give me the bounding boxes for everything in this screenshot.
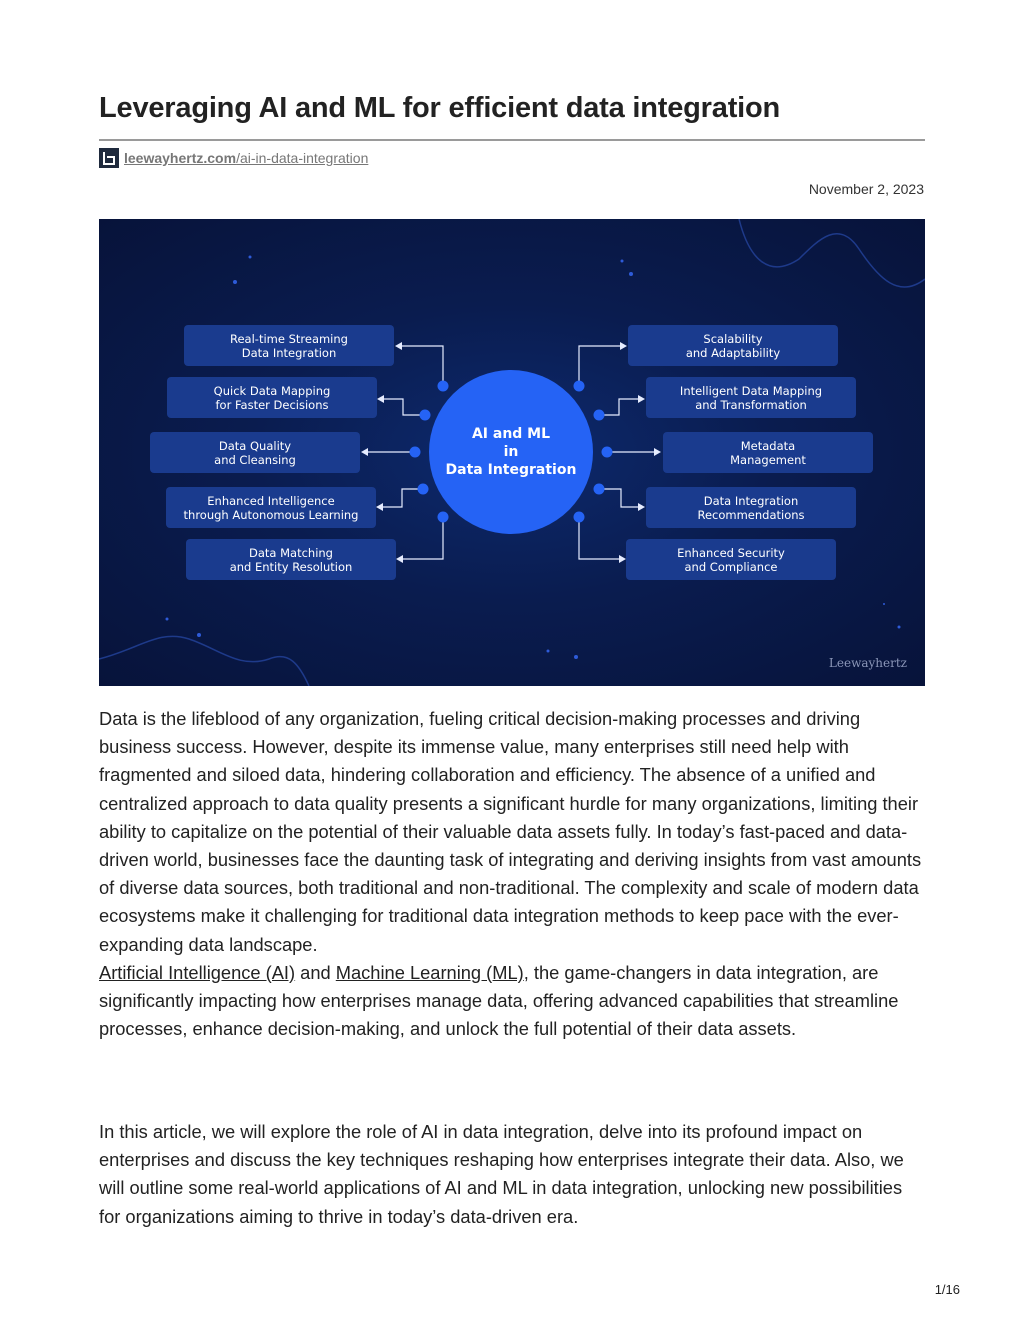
paragraph-intro [99, 705, 925, 1043]
wave-top-right [739, 219, 925, 287]
source-domain: leewayhertz.com [124, 150, 237, 166]
wave-bottom-left [99, 636, 309, 686]
left-item-quick-data-mapping: Quick Data Mapping for Faster Decisions [167, 377, 377, 418]
left-item-data-matching: Data Matching and Entity Resolution [186, 539, 396, 580]
right-item-metadata-management: Metadata Management [663, 432, 873, 473]
link-machine-learning[interactable]: Machine Learning (ML) [335, 961, 524, 983]
right-item-enhanced-security: Enhanced Security and Compliance [626, 539, 836, 580]
hero-infographic [99, 219, 925, 686]
source-line [99, 148, 368, 168]
left-item-real-time-streaming: Real-time Streaming Data Integration [184, 325, 394, 366]
publish-date: November 2, 2023 [808, 181, 924, 197]
right-item-intelligent-mapping: Intelligent Data Mapping and Transformation [646, 377, 856, 418]
page-number: 1/16 [934, 1282, 960, 1297]
link-artificial-intelligence[interactable]: Artificial Intelligence (AI) [99, 961, 296, 983]
page-title: Leveraging AI and ML for efficient data integration [99, 92, 781, 124]
title-divider [99, 139, 925, 141]
paragraph-game-changers: , the game-changers in data integration, are significantly impacting how enterprises manage data, offering advanced capabilities that streamline processes, enhance decision-making, and unlock the full potential of their data assets. [99, 961, 899, 1040]
paragraph-and: and [295, 961, 336, 983]
source-path: /ai-in-data-integration [236, 150, 369, 166]
right-item-scalability: Scalability and Adaptability [628, 325, 838, 366]
right-item-integration-recommendations: Data Integration Recommendations [646, 487, 856, 528]
left-item-enhanced-intelligence: Enhanced Intelligence through Autonomous Learning [166, 487, 376, 528]
paragraph-article-overview: In this article, we will explore the role of AI in data integration, delve into its profound impact on enterprises and discuss the key techniques reshaping how enterprises integrate their data. Also, we will outline some real-world applications of AI and ML in data integration, unlocking new possibilities for organizations aiming to thrive in today’s data-driven era. [99, 1121, 904, 1227]
source-link[interactable] [124, 150, 368, 166]
left-item-data-quality: Data Quality and Cleansing [150, 432, 360, 473]
paragraph-intro-text: Data is the lifeblood of any organization, fueling critical decision-making processes and driving business success. However, despite its immense value, many enterprises still need help with fragmented and siloed data, hindering collaboration and efficiency. The absence of a unified and centralized approach to data quality presents a significant hurdle for many organizations, limiting their ability to capitalize on the potential of their valuable data assets fully. In today’s fast-paced and data-driven world, businesses face the daunting task of integrating and deriving insights from vast amounts of diverse data sources, both traditional and non-traditional. The complexity and scale of modern data ecosystems make it challenging for traditional data integration methods to keep pace with the ever-expanding data landscape. [99, 708, 922, 955]
watermark: Leewayhertz [828, 656, 907, 670]
site-logo-icon [99, 148, 119, 168]
hub-circle: AI and ML in Data Integration [429, 370, 593, 534]
